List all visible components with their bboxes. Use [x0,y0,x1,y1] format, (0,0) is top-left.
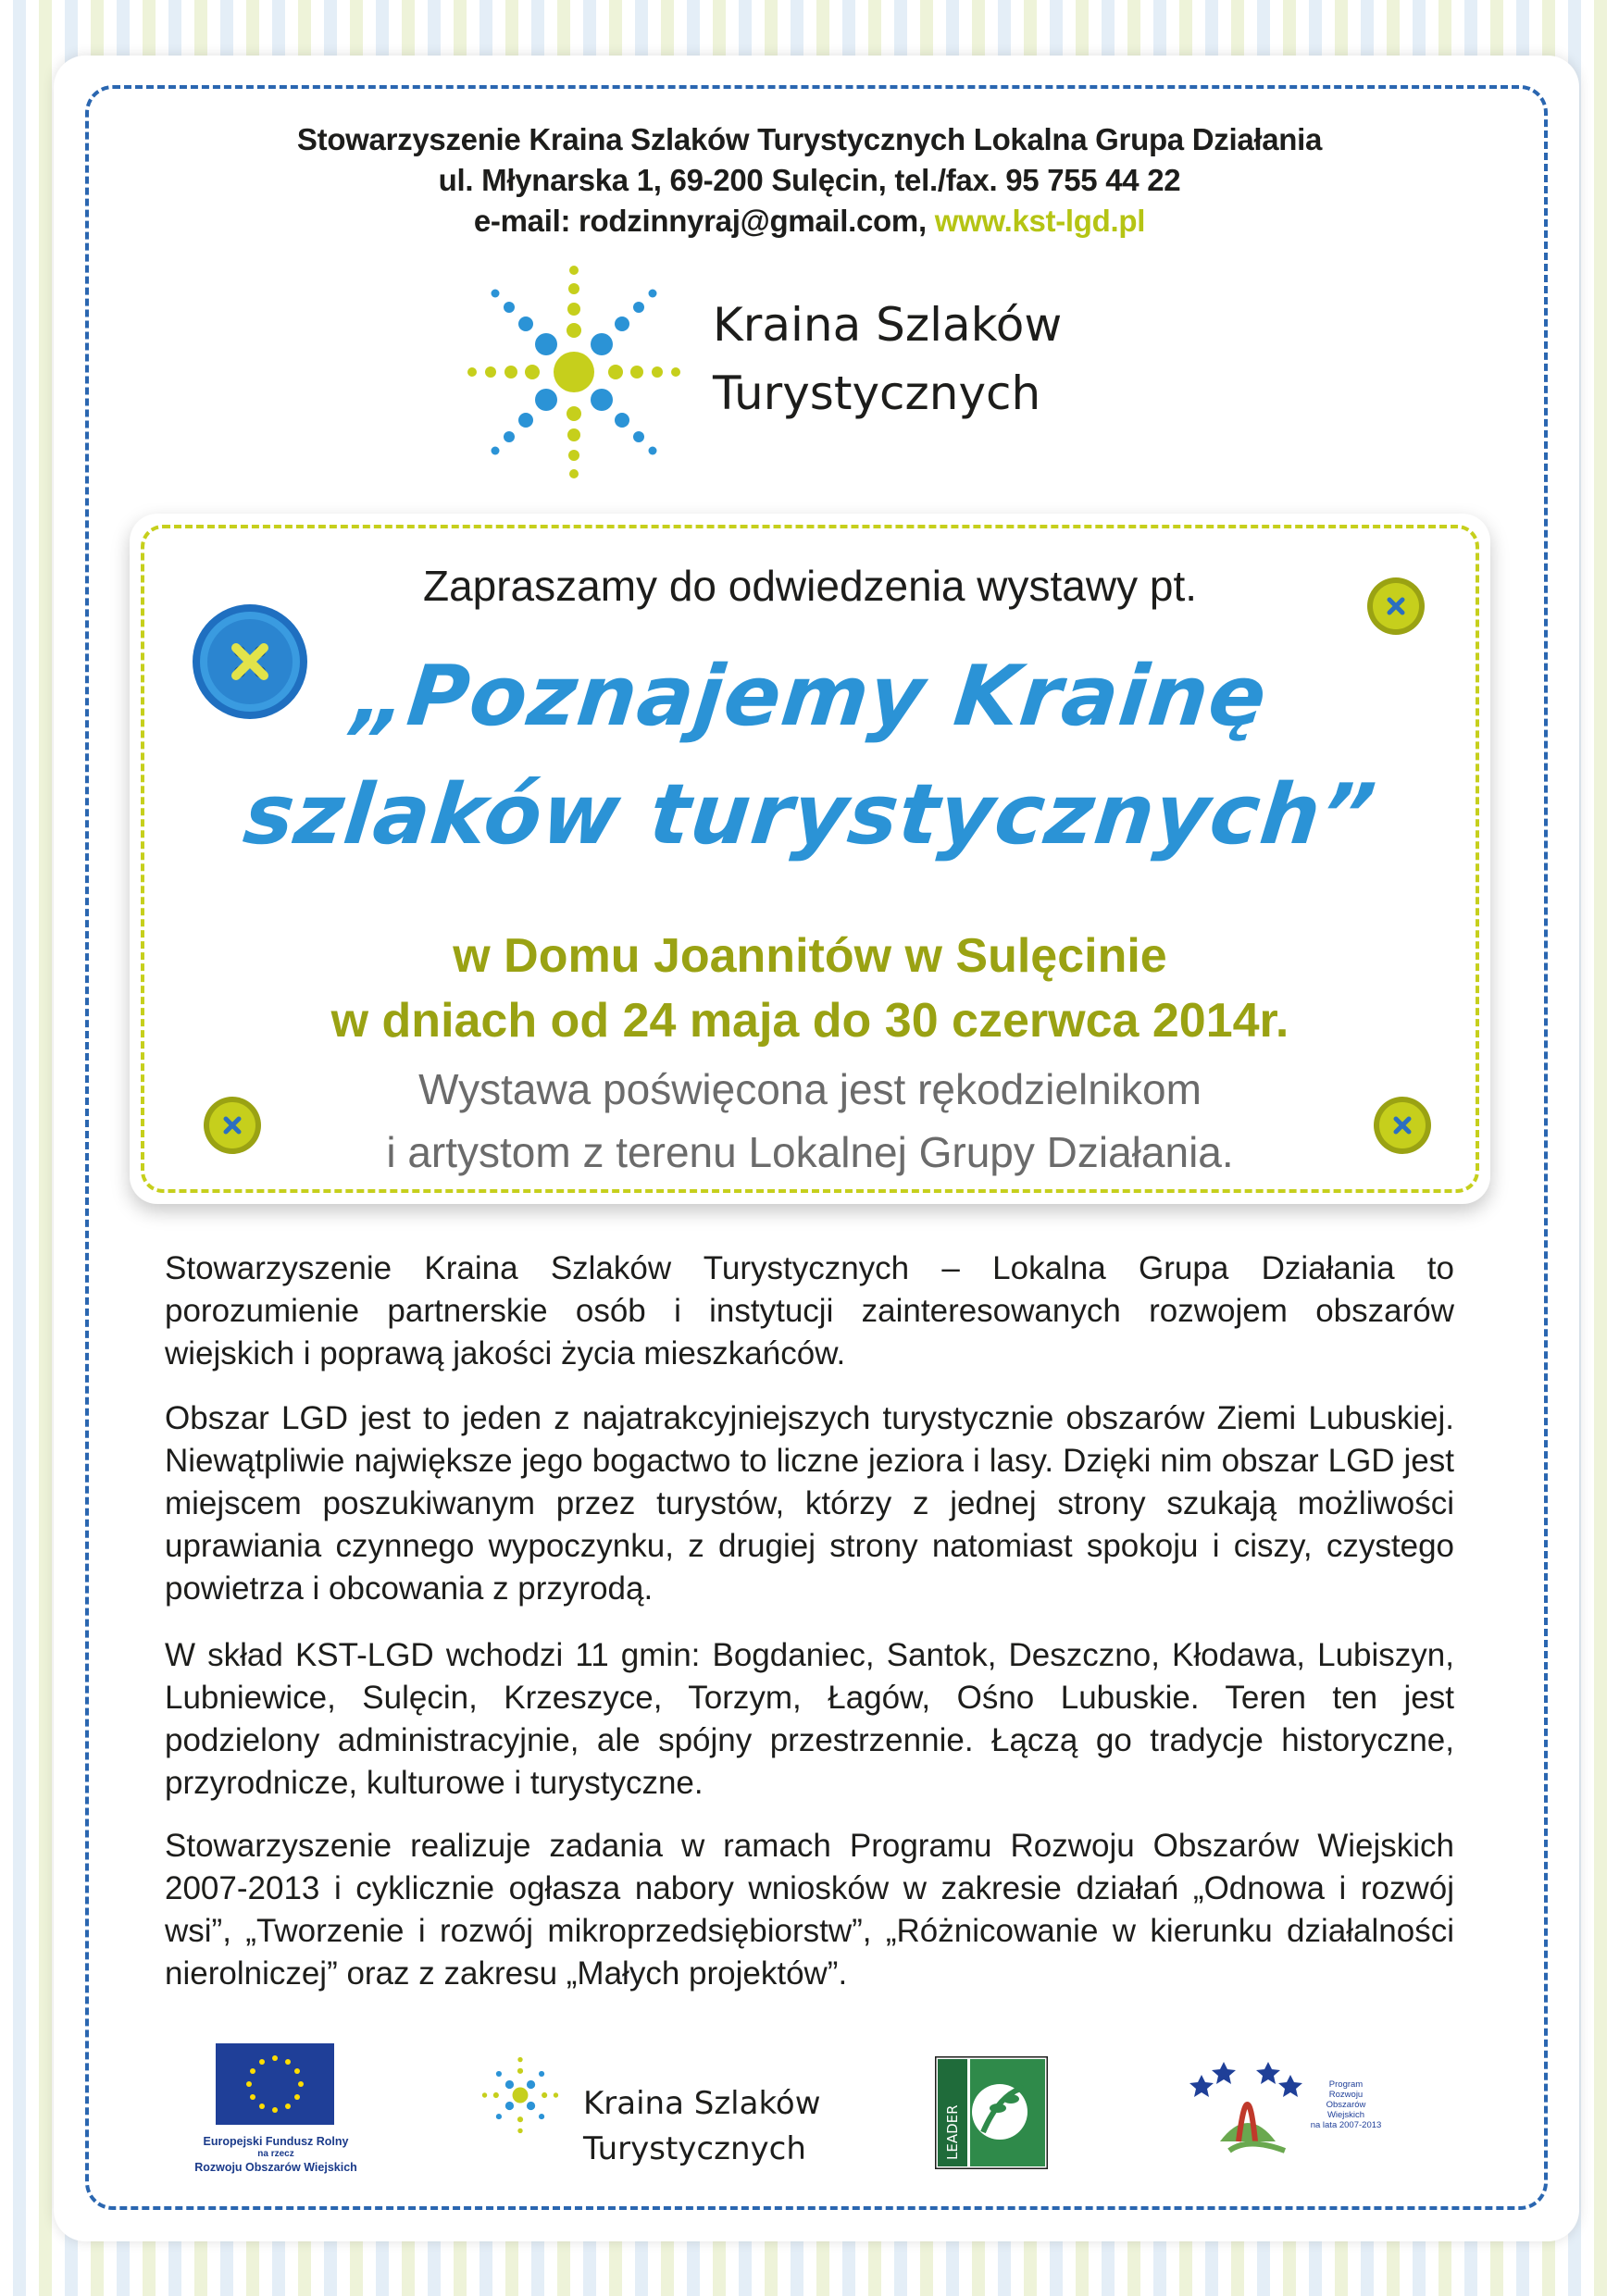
paragraph-region: Obszar LGD jest to jeden z najatrakcyjniejszych turystycznie obszarów Ziemi Lubuskiej. Niewątpliwie największe jego bogactwo to liczne jeziora i lasy. Dzięki nim obszar LGD jest miejscem poszukiwanym przez turystów, którzy z jednej strony szukają możliwości uprawiania czynnego wypoczynku, z drugiej strony natomiast spokoju i ciszy, czystego powietrza i obcowania z przyrodą. [165,1400,1454,1607]
sun-dots-logo-small-icon [474,2049,567,2141]
prow-line2: Rozwoju [1328,2090,1364,2100]
exhibition-desc-line1: Wystawa poświęcona jest rękodzielnikom [418,1065,1202,1113]
leader-label: LEADER [944,2104,961,2160]
eu-caption-line1: Europejski Fundusz Rolny [203,2135,349,2148]
eu-caption-line2: na rzecz [257,2149,294,2159]
prow-line5: na lata 2007-2013 [1310,2120,1382,2130]
prow-caption [1309,2079,1383,2130]
eu-caption-line3: Rozwoju Obszarów Wiejskich [194,2161,357,2174]
org-email: e-mail: rodzinnyraj@gmail.com, [473,204,927,238]
sewing-button-icon [1372,1095,1433,1156]
exhibition-title-line2: szlaków turystycznych” [239,766,1381,863]
exhibition-place: w Domu Joannitów w Sulęcinie [453,929,1167,983]
prow-line1: Program [1328,2079,1364,2090]
prow-line3: Obszarów [1326,2100,1366,2110]
logo-title-line2: Turystycznych [713,366,1041,420]
footer-logo-line2: Turystycznych [583,2130,806,2167]
sewing-button-icon [190,602,310,722]
eu-flag-icon [216,2043,334,2125]
org-name: Stowarzyszenie Kraina Szlaków Turystycznych Lokalna Grupa Działania [296,122,1323,156]
prow-line4: Wiejskich [1326,2110,1365,2120]
org-website-link[interactable]: www.kst-lgd.pl [934,204,1146,238]
exhibition-desc-line2: i artystom z terenu Lokalnej Grupy Działania. [386,1128,1234,1176]
invitation-intro: Zapraszamy do odwiedzenia wystawy pt. [422,562,1198,610]
sewing-button-icon [202,1095,263,1156]
sewing-button-icon [1365,576,1426,637]
leader-logo-icon [935,2056,1048,2169]
paragraph-communes: W skład KST-LGD wchodzi 11 gmin: Bogdaniec, Santok, Deszczno, Kłodawa, Lubiszyn, Lubniewice, Sulęcin, Krzeszyce, Torzym, Łagów, Ośno Lubuskie. Teren ten jest podzielony administracyjnie, ale spójny przestrzennie. Łączą go tradycje historyczne, przyrodnicze, kulturowe i turystyczne. [165,1637,1454,1801]
prow-logo-icon [1183,2049,1313,2160]
paragraph-about: Stowarzyszenie Kraina Szlaków Turystycznych – Lokalna Grupa Działania to porozumienie partnerskie osób i instytucji zainteresowanych rozwojem obszarów wiejskich i poprawą jakości życia mieszkańców. [165,1250,1454,1371]
logo-title-line1: Kraina Szlaków [713,298,1063,352]
exhibition-dates: w dniach od 24 maja do 30 czerwca 2014r. [330,994,1289,1048]
org-contact [0,204,1619,239]
exhibition-title-line1: „Poznajemy Krainę [348,648,1272,745]
sun-dots-logo-icon [454,252,694,492]
footer-logo-line1: Kraina Szlaków [583,2085,821,2122]
paragraph-program: Stowarzyszenie realizuje zadania w ramach Programu Rozwoju Obszarów Wiejskich 2007-2013 i cyklicznie ogłasza nabory wniosków w zakresie działań „Odnowa i rozwój wsi”, „Tworzenie i rozwój mikroprzedsiębiorstw”, „Różnicowanie w kierunku działalności nierolniczej” oraz z zakresu „Małych projektów”. [165,1828,1454,1992]
org-address: ul. Młynarska 1, 69-200 Sulęcin, tel./fax. 95 755 44 22 [438,163,1181,197]
